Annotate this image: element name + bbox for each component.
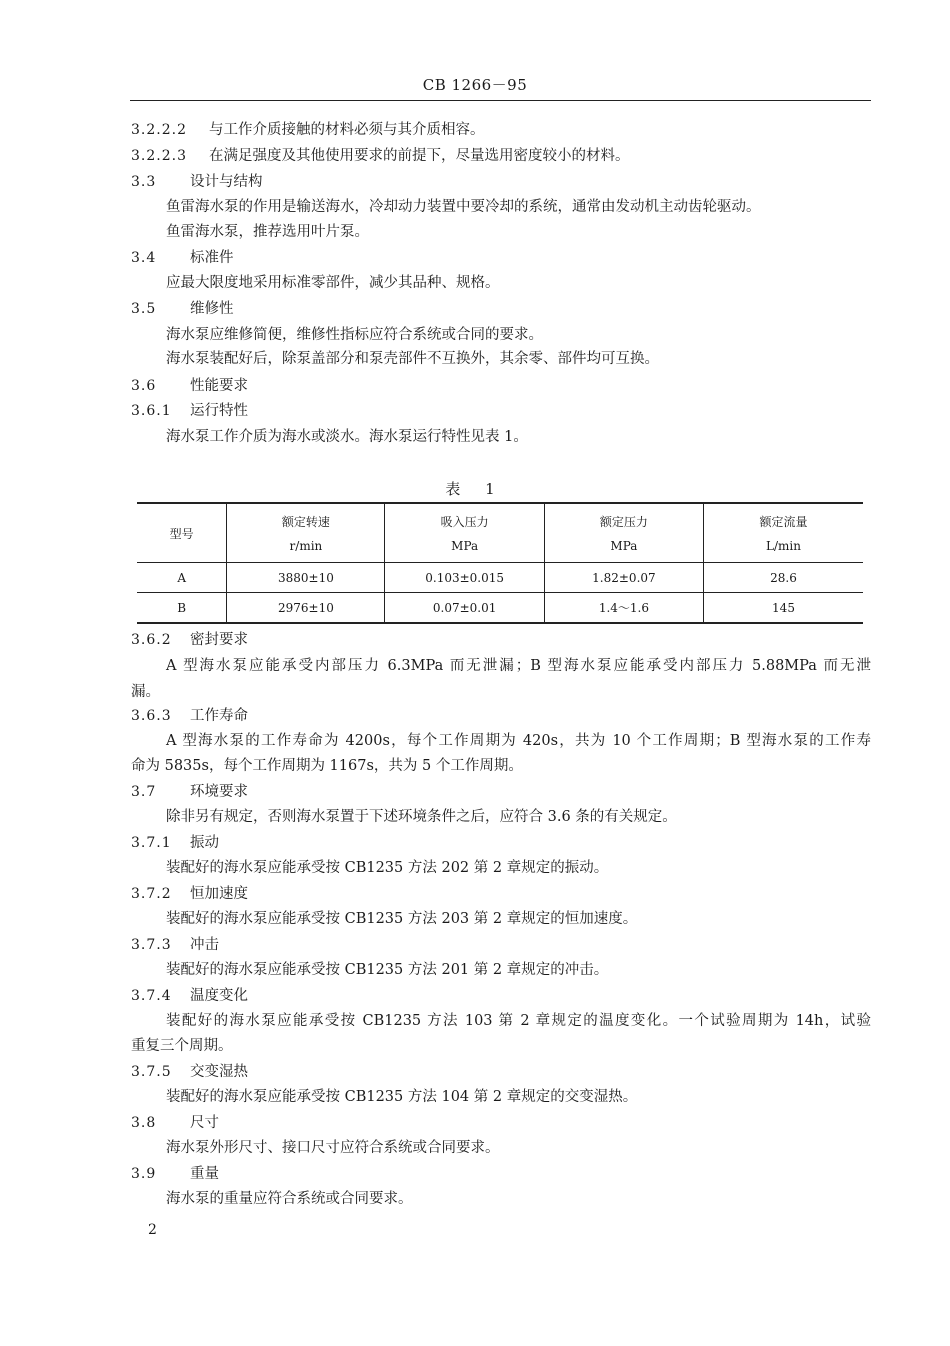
body-paragraph: 鱼雷海水泵，推荐选用叶片泵。 [166, 224, 369, 240]
body-paragraph: 海水泵装配好后，除泵盖部分和泵壳部件不互换外，其余零、部件均可互换。 [166, 351, 659, 367]
table-row [137, 563, 863, 593]
clause-number: 3.7.5 [131, 1064, 172, 1080]
section-heading: 恒加速度 [190, 886, 248, 902]
clause-number: 3.3 [131, 174, 157, 190]
clause-number: 3.7.4 [131, 988, 172, 1004]
clause-number: 3.6.1 [131, 403, 172, 419]
body-paragraph: 装配好的海水泵应能承受按 CB1235 方法 103 第 2 章规定的温度变化。一个试验周期为 14h，试验 [166, 1013, 871, 1029]
header-cell-rated-pressure: 额定压力 MPa [544, 503, 703, 563]
table-cell: 28.6 [704, 563, 863, 593]
clause-number: 3.5 [131, 301, 157, 317]
section-heading: 工作寿命 [190, 708, 248, 724]
body-paragraph: A 型海水泵的工作寿命为 4200s，每个工作周期为 420s，共为 10 个工作周期；B 型海水泵的工作寿 [166, 733, 871, 749]
table-cell: 0.07±0.01 [385, 593, 544, 624]
body-paragraph: 装配好的海水泵应能承受按 CB1235 方法 201 第 2 章规定的冲击。 [166, 962, 609, 978]
clause-number: 3.4 [131, 250, 157, 266]
document-code-header: CB 1266－95 [422, 76, 528, 94]
table-row [137, 593, 863, 624]
section-heading: 性能要求 [190, 378, 248, 394]
body-paragraph: 应最大限度地采用标准零部件，减少其品种、规格。 [166, 275, 500, 291]
body-paragraph: A 型海水泵应能承受内部压力 6.3MPa 而无泄漏；B 型海水泵应能承受内部压力 5.88MPa 而无泄 [166, 658, 871, 674]
body-paragraph: 装配好的海水泵应能承受按 CB1235 方法 202 第 2 章规定的振动。 [166, 860, 609, 876]
section-heading: 维修性 [190, 301, 234, 317]
table-cell: 3880±10 [227, 563, 385, 593]
table-cell: 1.82±0.07 [544, 563, 703, 593]
clause-number: 3.2.2.2 [131, 122, 187, 138]
clause-text: 与工作介质接触的材料必须与其介质相容。 [209, 122, 485, 138]
table-cell: 2976±10 [227, 593, 385, 624]
table-cell: 0.103±0.015 [385, 563, 544, 593]
table-header-row [137, 503, 863, 563]
section-heading: 重量 [190, 1166, 219, 1182]
section-heading: 尺寸 [190, 1115, 219, 1131]
body-paragraph: 除非另有规定，否则海水泵置于下述环境条件之后，应符合 3.6 条的有关规定。 [166, 809, 677, 825]
body-paragraph: 海水泵外形尺寸、接口尺寸应符合系统或合同要求。 [166, 1140, 500, 1156]
clause-number: 3.6.3 [131, 708, 172, 724]
table-caption: 表 1 [445, 480, 505, 498]
section-heading: 密封要求 [190, 632, 248, 648]
clause-number: 3.6 [131, 378, 157, 394]
header-cell-rated-speed: 额定转速 r/min [227, 503, 385, 563]
table-cell: 145 [704, 593, 863, 624]
section-heading: 运行特性 [190, 403, 248, 419]
clause-number: 3.7.1 [131, 835, 172, 851]
section-heading: 交变湿热 [190, 1064, 248, 1080]
body-paragraph: 海水泵工作介质为海水或淡水。海水泵运行特性见表 1。 [166, 429, 528, 445]
body-paragraph: 装配好的海水泵应能承受按 CB1235 方法 104 第 2 章规定的交变湿热。 [166, 1089, 638, 1105]
body-paragraph: 命为 5835s，每个工作周期为 1167s，共为 5 个工作周期。 [131, 758, 523, 774]
table-cell: A [137, 563, 227, 593]
section-heading: 环境要求 [190, 784, 248, 800]
section-heading: 温度变化 [190, 988, 248, 1004]
body-paragraph: 鱼雷海水泵的作用是输送海水，冷却动力装置中要冷却的系统，通常由发动机主动齿轮驱动。 [166, 199, 761, 215]
clause-number: 3.7.2 [131, 886, 172, 902]
section-heading: 振动 [190, 835, 219, 851]
section-heading: 冲击 [190, 937, 219, 953]
header-cell-suction-pressure: 吸入压力 MPa [385, 503, 544, 563]
operating-characteristics-table [137, 502, 863, 624]
section-heading: 标准件 [190, 250, 234, 266]
table-cell: B [137, 593, 227, 624]
clause-number: 3.9 [131, 1166, 157, 1182]
header-rule [130, 100, 871, 101]
clause-number: 3.8 [131, 1115, 157, 1131]
section-heading: 设计与结构 [190, 174, 263, 190]
header-cell-model: 型号 [137, 503, 227, 563]
clause-number: 3.7 [131, 784, 157, 800]
clause-number: 3.6.2 [131, 632, 172, 648]
header-cell-rated-flow: 额定流量 L/min [704, 503, 863, 563]
body-paragraph: 漏。 [131, 684, 160, 700]
body-paragraph: 海水泵的重量应符合系统或合同要求。 [166, 1191, 413, 1207]
table-cell: 1.4～1.6 [544, 593, 703, 624]
body-paragraph: 装配好的海水泵应能承受按 CB1235 方法 203 第 2 章规定的恒加速度。 [166, 911, 638, 927]
clause-text: 在满足强度及其他使用要求的前提下，尽量选用密度较小的材料。 [209, 148, 630, 164]
body-paragraph: 海水泵应维修简便，维修性指标应符合系统或合同的要求。 [166, 327, 543, 343]
clause-number: 3.2.2.3 [131, 148, 187, 164]
page-number: 2 [148, 1222, 157, 1238]
body-paragraph: 重复三个周期。 [131, 1038, 233, 1054]
clause-number: 3.7.3 [131, 937, 172, 953]
